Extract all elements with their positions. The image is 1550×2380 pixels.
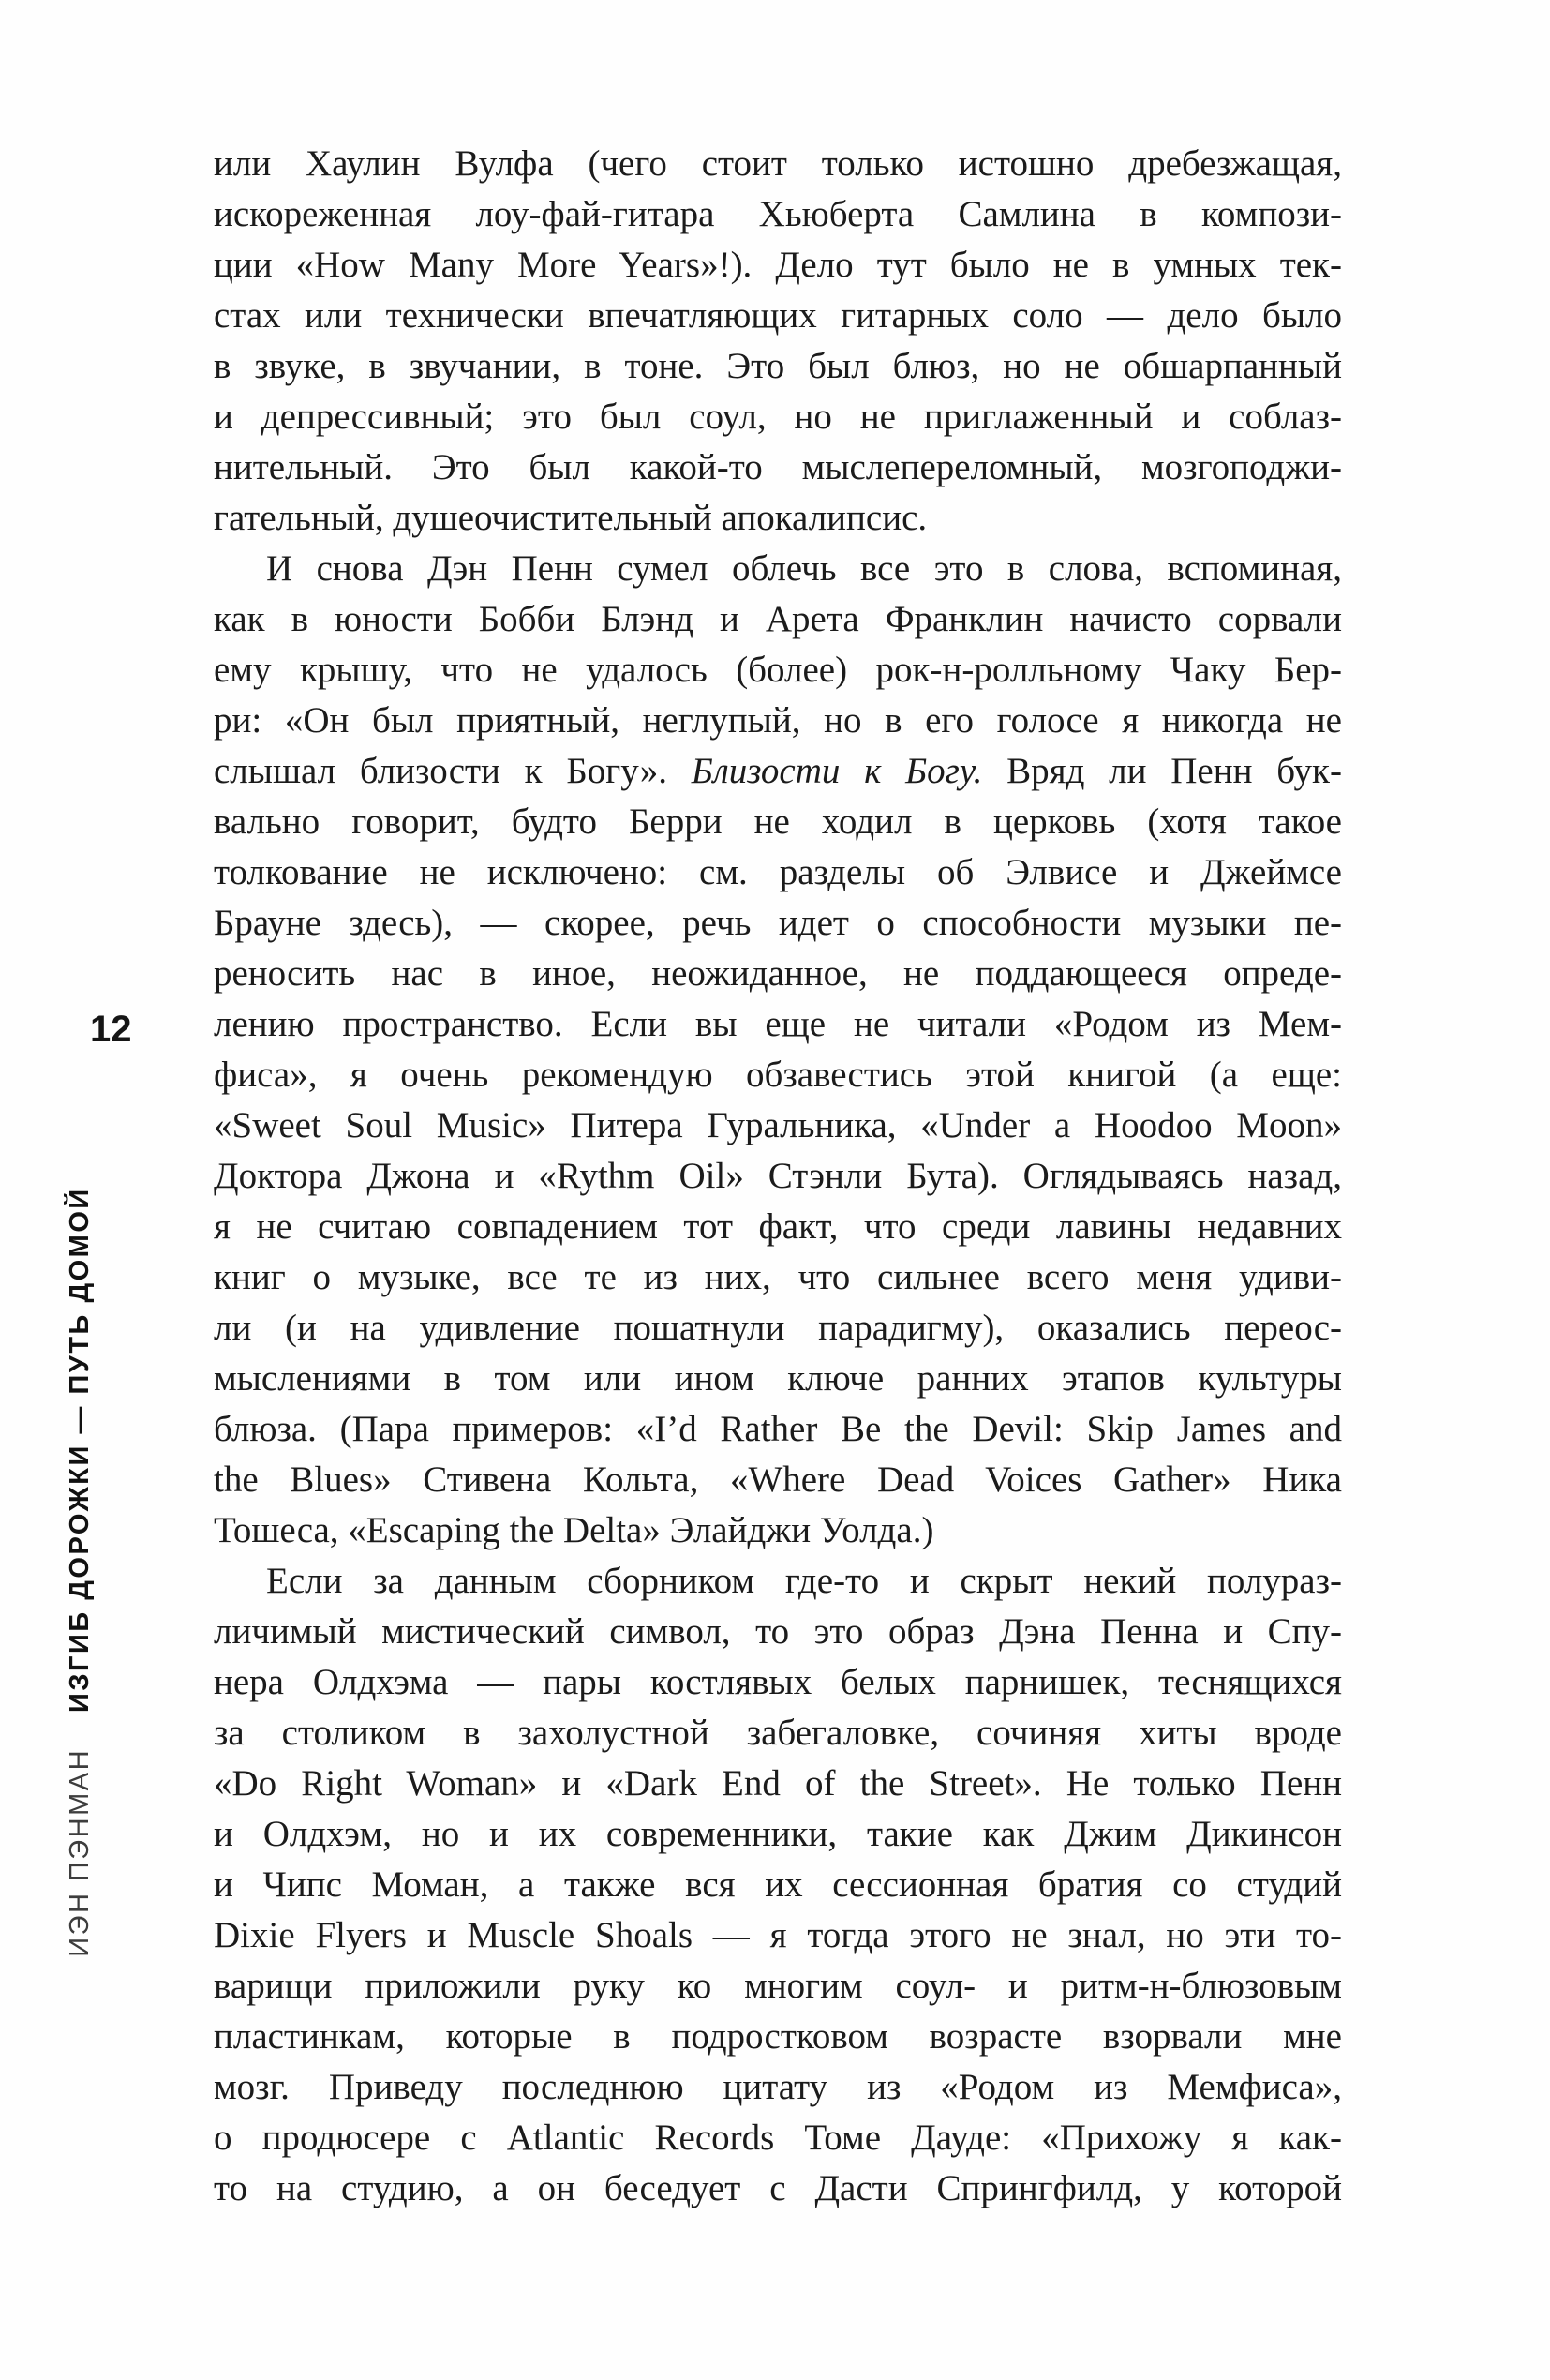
text-line: личимый мистический символ, то это образ Дэна Пенна и Спу-: [214, 1611, 1342, 1652]
text-segment: Вряд ли Пенн бук-: [982, 751, 1342, 791]
text-line: и депрессивный; это был соул, но не приглаженный и соблаз-: [214, 397, 1342, 437]
spine-book-title: ИЗГИБ ДОРОЖКИ — ПУТЬ ДОМОЙ: [64, 1187, 95, 1713]
text-line: книг о музыке, все те из них, что сильнее всего меня удиви-: [214, 1257, 1342, 1297]
text-line: блюза. (Пара примеров: «I’d Rather Be the Devil: Skip James and: [214, 1409, 1342, 1449]
body-text-column: [214, 139, 1342, 2214]
text-line: и Олдхэм, но и их современники, такие как Джим Дикинсон: [214, 1814, 1342, 1854]
text-line: стах или технически впечатляющих гитарных соло — дело было: [214, 295, 1342, 336]
text-line: о продюсере с Atlantic Records Томе Дауде: «Прихожу я как-: [214, 2118, 1342, 2158]
text-line: Доктора Джона и «Rythm Oil» Стэнли Бута). Оглядываясь назад,: [214, 1156, 1342, 1196]
text-line: в звуке, в звучании, в тоне. Это был блюз, но не обшарпанный: [214, 346, 1342, 386]
text-line: ли (и на удивление пошатнули парадигму), оказались переос-: [214, 1308, 1342, 1348]
text-segment: слышал близости к Богу».: [214, 751, 692, 791]
text-line: гательный, душеочистительный апокалипсис.: [214, 498, 928, 538]
text-line: то на студию, а он беседует с Дасти Спрингфилд, у которой: [214, 2168, 1342, 2208]
text-line: «Do Right Woman» и «Dark End of the Street». Не только Пенн: [214, 1763, 1342, 1804]
text-line: за столиком в захолустной забегаловке, сочиняя хиты вроде: [214, 1713, 1342, 1753]
text-line: Брауне здесь), — скорее, речь идет о способности музыки пе-: [214, 903, 1342, 943]
text-line: реносить нас в иное, неожиданное, не поддающееся опреде-: [214, 953, 1342, 994]
text-line: the Blues» Стивена Кольта, «Where Dead Voices Gather» Ника: [214, 1459, 1342, 1500]
text-line: нительный. Это был какой-то мыслепереломный, мозгоподжи-: [214, 447, 1342, 487]
text-line: и Чипс Моман, а также вся их сессионная братия со студий: [214, 1864, 1342, 1905]
text-line: мыслениями в том или ином ключе ранних этапов культуры: [214, 1358, 1342, 1399]
text-line: Тошеса, «Escaping the Delta» Элайджи Уолда.): [214, 1510, 934, 1550]
text-line: фиса», я очень рекомендую обзавестись этой книгой (а еще:: [214, 1055, 1342, 1095]
text-line: ему крышу, что не удалось (более) рок-н-ролльному Чаку Бер-: [214, 650, 1342, 690]
text-line: [214, 746, 1342, 797]
text-line: вально говорит, будто Берри не ходил в церковь (хотя такое: [214, 801, 1342, 842]
text-line: варищи приложили руку ко многим соул- и ритм-н-блюзовым: [214, 1966, 1342, 2006]
page-number: 12: [90, 1009, 132, 1050]
spine-running-title: [60, 1103, 99, 2041]
text-line: искореженная лоу-фай-гитара Хьюберта Самлина в компози-: [214, 194, 1342, 234]
text-line: И снова Дэн Пенн сумел облечь все это в слова, вспоминая,: [266, 548, 1342, 589]
text-line: мозг. Приведу последнюю цитату из «Родом из Мемфиса»,: [214, 2067, 1342, 2107]
text-line: толкование не исключено: см. разделы об Элвисе и Джеймсе: [214, 852, 1342, 892]
text-line: или Хаулин Вулфа (чего стоит только истошно дребезжащая,: [214, 143, 1342, 184]
text-line: ри: «Он был приятный, неглупый, но в его голосе я никогда не: [214, 700, 1342, 741]
text-line: «Sweet Soul Music» Питера Гуральника, «Under a Hoodoo Moon»: [214, 1105, 1342, 1145]
text-line: Dixie Flyers и Muscle Shoals — я тогда этого не знал, но эти то-: [214, 1915, 1342, 1955]
spine-author: ИЭН ПЭНМАН: [64, 1747, 95, 1957]
text-line: пластинкам, которые в подростковом возрасте взорвали мне: [214, 2016, 1342, 2057]
text-line: я не считаю совпадением тот факт, что среди лавины недавних: [214, 1206, 1342, 1247]
text-line: нера Олдхэма — пары костлявых белых парнишек, теснящихся: [214, 1662, 1342, 1702]
text-line: Если за данным сборником где-то и скрыт некий полураз-: [266, 1561, 1342, 1601]
italic-text-segment: Близости к Богу.: [691, 751, 983, 791]
text-line: лению пространство. Если вы еще не читали «Родом из Мем-: [214, 1004, 1342, 1044]
text-line: как в юности Бобби Блэнд и Арета Франклин начисто сорвали: [214, 599, 1342, 639]
text-line: ции «How Many More Years»!). Дело тут было не в умных тек-: [214, 245, 1342, 285]
